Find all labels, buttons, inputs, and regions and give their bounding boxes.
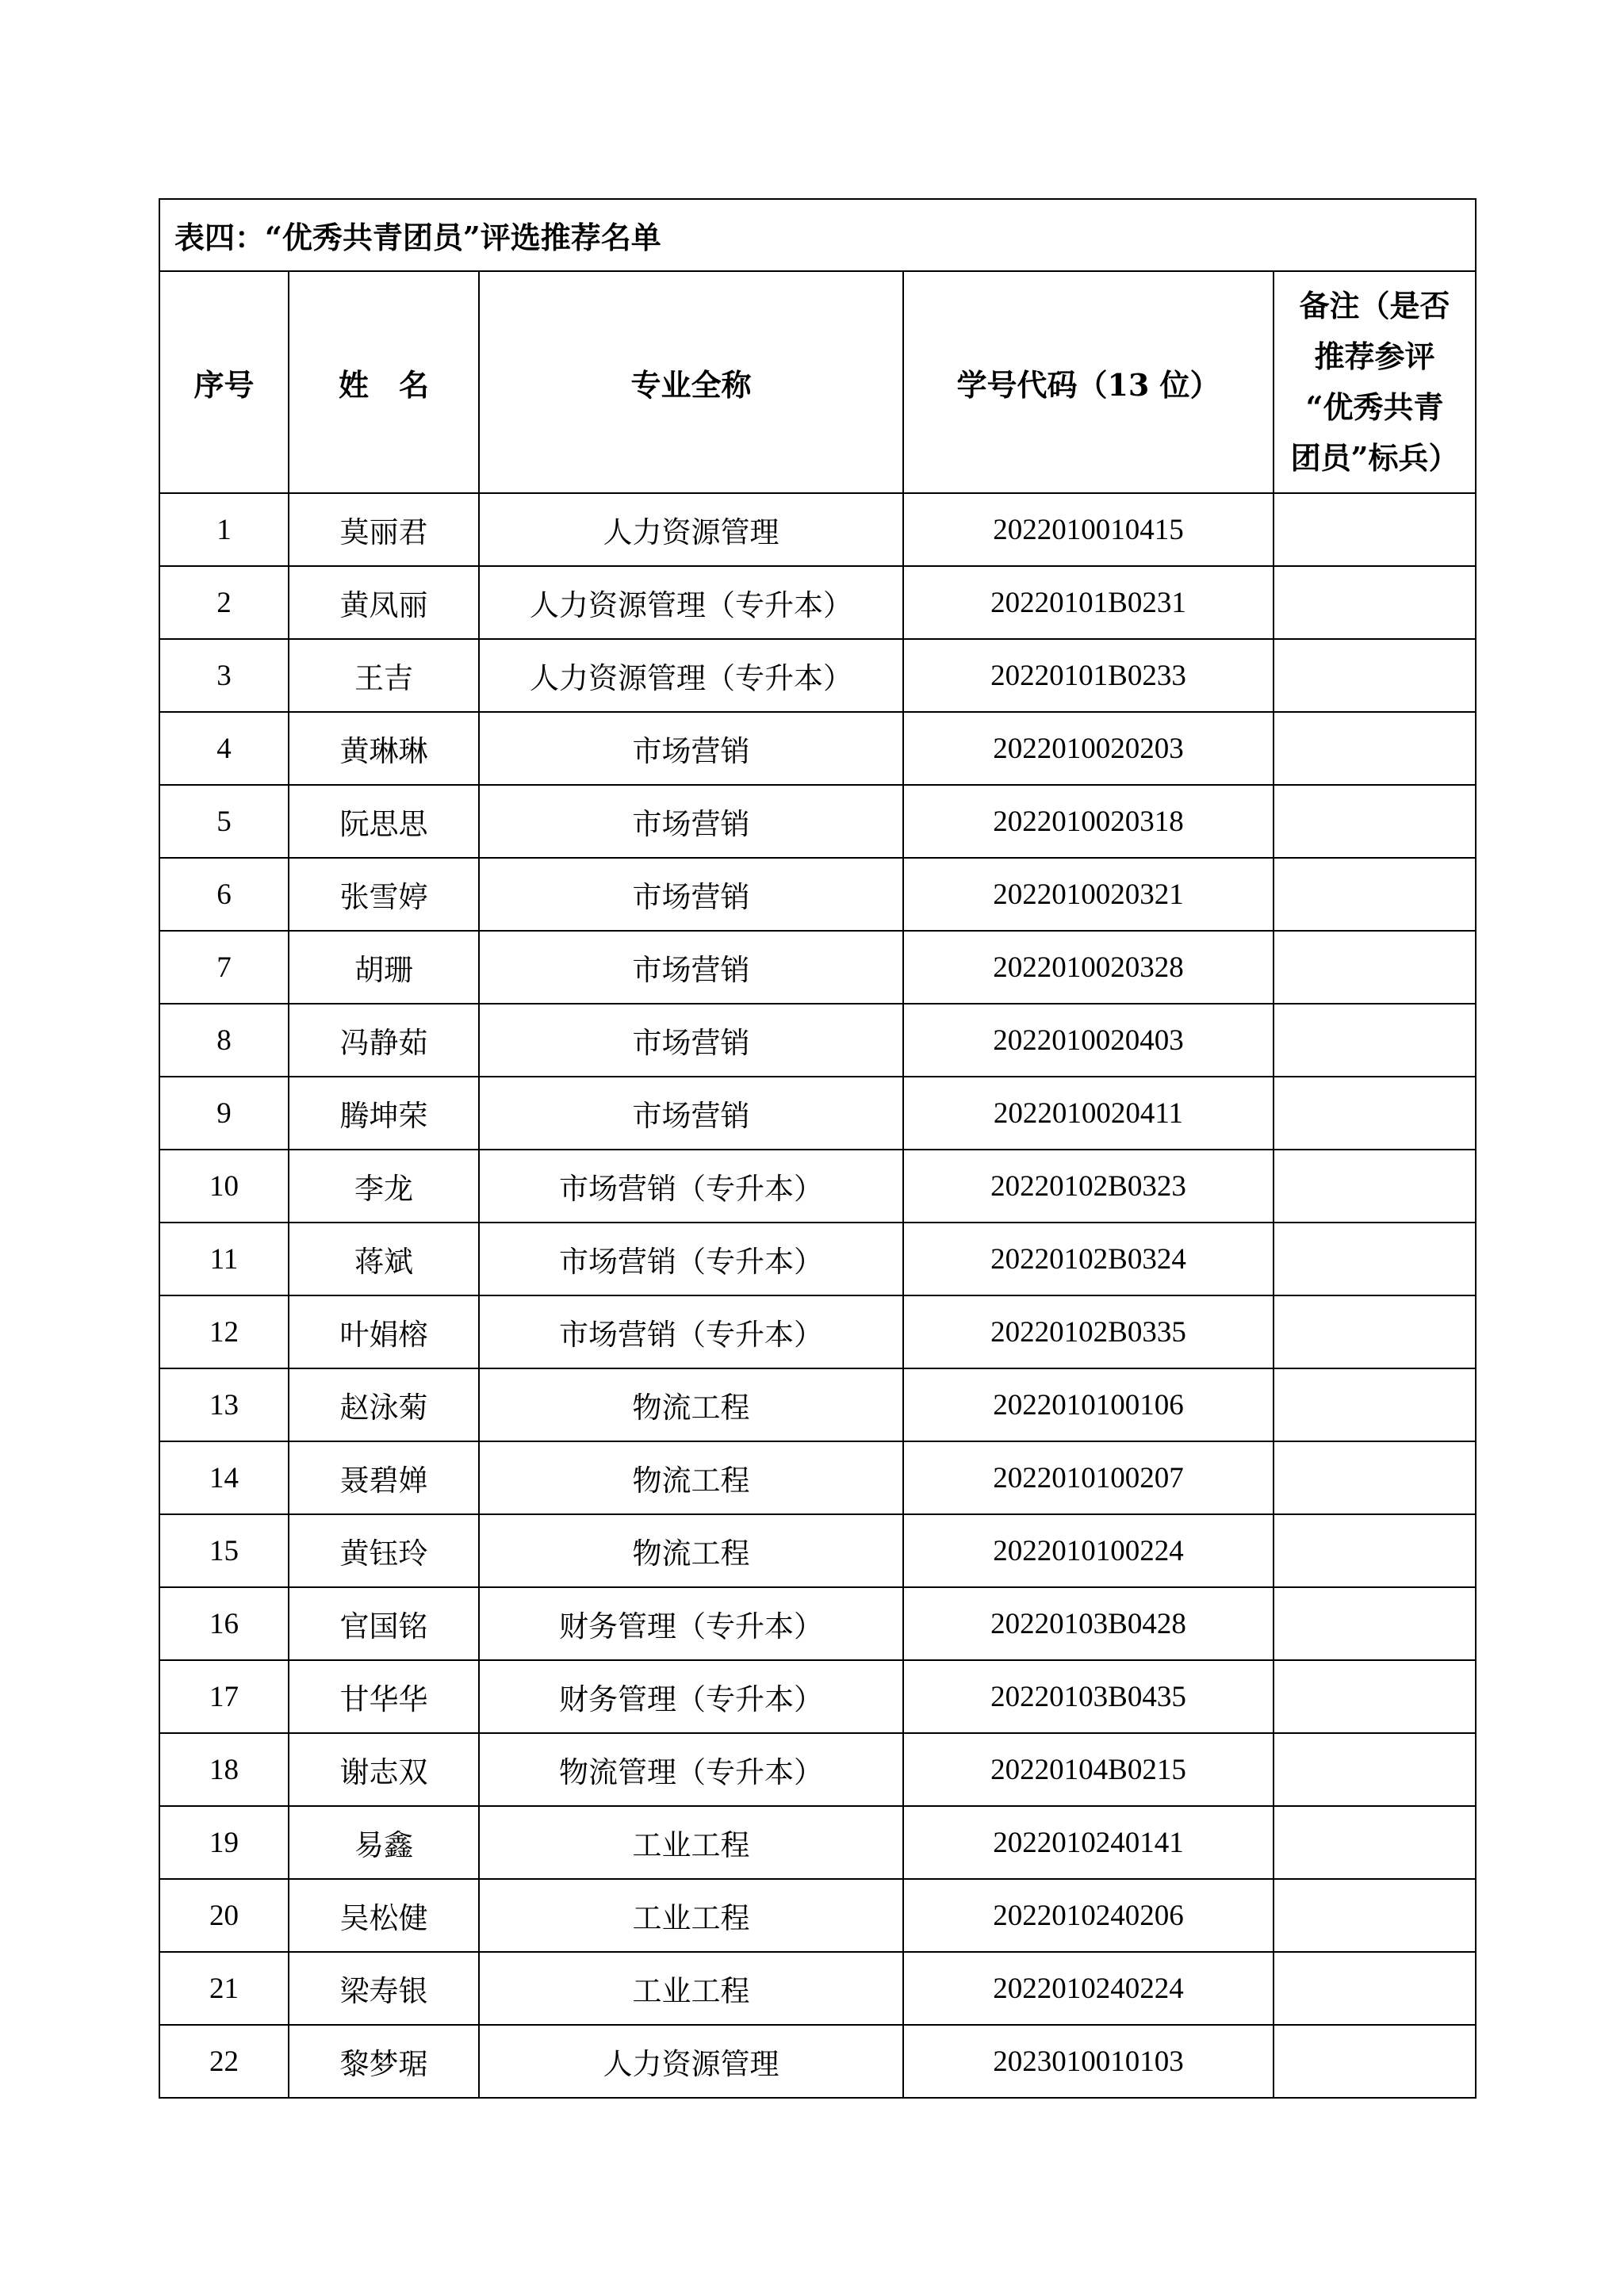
note-cell — [1274, 931, 1476, 1004]
student-code-cell: 2022010240141 — [903, 1806, 1274, 1879]
table-row — [159, 1660, 1476, 1733]
note-cell — [1274, 712, 1476, 785]
student-code-cell: 2022010010415 — [903, 493, 1274, 566]
name-cell: 王吉 — [289, 639, 479, 712]
student-code-cell: 2023010010103 — [903, 2025, 1274, 2098]
table-row — [159, 566, 1476, 639]
table-row — [159, 1441, 1476, 1514]
seq-cell: 18 — [159, 1733, 289, 1806]
major-cell: 市场营销 — [479, 1077, 903, 1150]
seq-cell: 21 — [159, 1952, 289, 2025]
major-cell: 市场营销 — [479, 931, 903, 1004]
table-row — [159, 1733, 1476, 1806]
name-cell: 吴松健 — [289, 1879, 479, 1952]
note-cell — [1274, 1368, 1476, 1441]
note-cell — [1274, 1587, 1476, 1660]
note-cell — [1274, 1077, 1476, 1150]
student-code-cell: 20220104B0215 — [903, 1733, 1274, 1806]
name-cell: 易鑫 — [289, 1806, 479, 1879]
table-row — [159, 858, 1476, 931]
seq-cell: 2 — [159, 566, 289, 639]
table-row — [159, 785, 1476, 858]
seq-cell: 20 — [159, 1879, 289, 1952]
table-title-row — [159, 199, 1476, 271]
note-cell — [1274, 1806, 1476, 1879]
table-row — [159, 1223, 1476, 1295]
major-cell: 人力资源管理（专升本） — [479, 566, 903, 639]
note-cell — [1274, 566, 1476, 639]
table-row — [159, 2025, 1476, 2098]
header-name: 姓 名 — [289, 271, 479, 493]
name-cell: 阮思思 — [289, 785, 479, 858]
name-cell: 黎梦琚 — [289, 2025, 479, 2098]
name-cell: 叶娟榕 — [289, 1295, 479, 1368]
seq-cell: 3 — [159, 639, 289, 712]
seq-cell: 8 — [159, 1004, 289, 1077]
note-cell — [1274, 1441, 1476, 1514]
note-cell — [1274, 1514, 1476, 1587]
student-code-cell: 20220101B0233 — [903, 639, 1274, 712]
note-cell — [1274, 1150, 1476, 1223]
recommendation-sheet — [159, 198, 1475, 2099]
table-row — [159, 1587, 1476, 1660]
table-row — [159, 639, 1476, 712]
table-row — [159, 1514, 1476, 1587]
major-cell: 物流工程 — [479, 1441, 903, 1514]
table-row — [159, 1806, 1476, 1879]
table-row — [159, 1368, 1476, 1441]
seq-cell: 16 — [159, 1587, 289, 1660]
seq-cell: 13 — [159, 1368, 289, 1441]
recommendation-table — [159, 198, 1477, 2099]
major-cell: 人力资源管理 — [479, 2025, 903, 2098]
name-cell: 黄凤丽 — [289, 566, 479, 639]
seq-cell: 22 — [159, 2025, 289, 2098]
note-cell — [1274, 1295, 1476, 1368]
student-code-cell: 20220101B0231 — [903, 566, 1274, 639]
student-code-cell: 2022010240206 — [903, 1879, 1274, 1952]
major-cell: 工业工程 — [479, 1952, 903, 2025]
name-cell: 莫丽君 — [289, 493, 479, 566]
note-cell — [1274, 785, 1476, 858]
major-cell: 市场营销 — [479, 712, 903, 785]
header-note — [1274, 271, 1476, 493]
header-major: 专业全称 — [479, 271, 903, 493]
seq-cell: 17 — [159, 1660, 289, 1733]
student-code-cell: 2022010020411 — [903, 1077, 1274, 1150]
note-cell — [1274, 858, 1476, 931]
name-cell: 张雪婷 — [289, 858, 479, 931]
major-cell: 物流工程 — [479, 1368, 903, 1441]
note-cell — [1274, 1952, 1476, 2025]
student-code-cell: 20220103B0428 — [903, 1587, 1274, 1660]
student-code-cell: 2022010020403 — [903, 1004, 1274, 1077]
seq-cell: 6 — [159, 858, 289, 931]
name-cell: 蒋斌 — [289, 1223, 479, 1295]
note-cell — [1274, 1660, 1476, 1733]
seq-cell: 19 — [159, 1806, 289, 1879]
name-cell: 谢志双 — [289, 1733, 479, 1806]
note-cell — [1274, 1223, 1476, 1295]
note-cell — [1274, 1733, 1476, 1806]
student-code-cell: 2022010100106 — [903, 1368, 1274, 1441]
table-row — [159, 1879, 1476, 1952]
name-cell: 腾坤荣 — [289, 1077, 479, 1150]
major-cell: 市场营销 — [479, 858, 903, 931]
major-cell: 物流管理（专升本） — [479, 1733, 903, 1806]
seq-cell: 4 — [159, 712, 289, 785]
note-cell — [1274, 1879, 1476, 1952]
table-row — [159, 493, 1476, 566]
major-cell: 工业工程 — [479, 1806, 903, 1879]
major-cell: 物流工程 — [479, 1514, 903, 1587]
table-row — [159, 712, 1476, 785]
student-code-cell: 2022010020203 — [903, 712, 1274, 785]
name-cell: 梁寿银 — [289, 1952, 479, 2025]
name-cell: 官国铭 — [289, 1587, 479, 1660]
table-row — [159, 1004, 1476, 1077]
header-note-line: 团员”标兵） — [1290, 440, 1459, 476]
table-row — [159, 1952, 1476, 2025]
header-note-line: 推荐参评 — [1314, 339, 1435, 374]
name-cell: 胡珊 — [289, 931, 479, 1004]
student-code-cell: 2022010020328 — [903, 931, 1274, 1004]
major-cell: 市场营销（专升本） — [479, 1150, 903, 1223]
table-row — [159, 1295, 1476, 1368]
major-cell: 人力资源管理（专升本） — [479, 639, 903, 712]
seq-cell: 14 — [159, 1441, 289, 1514]
student-code-cell: 20220102B0324 — [903, 1223, 1274, 1295]
seq-cell: 7 — [159, 931, 289, 1004]
student-code-cell: 20220102B0323 — [903, 1150, 1274, 1223]
table-body — [159, 493, 1476, 2098]
student-code-cell: 2022010020321 — [903, 858, 1274, 931]
header-code: 学号代码（13 位） — [903, 271, 1274, 493]
major-cell: 工业工程 — [479, 1879, 903, 1952]
note-cell — [1274, 493, 1476, 566]
name-cell: 黄琳琳 — [289, 712, 479, 785]
major-cell: 人力资源管理 — [479, 493, 903, 566]
student-code-cell: 20220102B0335 — [903, 1295, 1274, 1368]
student-code-cell: 2022010240224 — [903, 1952, 1274, 2025]
note-cell — [1274, 1004, 1476, 1077]
seq-cell: 15 — [159, 1514, 289, 1587]
name-cell: 聂碧婵 — [289, 1441, 479, 1514]
seq-cell: 1 — [159, 493, 289, 566]
major-cell: 财务管理（专升本） — [479, 1587, 903, 1660]
seq-cell: 5 — [159, 785, 289, 858]
seq-cell: 9 — [159, 1077, 289, 1150]
student-code-cell: 2022010020318 — [903, 785, 1274, 858]
seq-cell: 10 — [159, 1150, 289, 1223]
major-cell: 市场营销（专升本） — [479, 1295, 903, 1368]
student-code-cell: 20220103B0435 — [903, 1660, 1274, 1733]
table-row — [159, 931, 1476, 1004]
name-cell: 黄钰玲 — [289, 1514, 479, 1587]
table-title: 表四：“优秀共青团员”评选推荐名单 — [159, 199, 1476, 271]
name-cell: 冯静茹 — [289, 1004, 479, 1077]
header-seq: 序号 — [159, 271, 289, 493]
student-code-cell: 2022010100224 — [903, 1514, 1274, 1587]
major-cell: 市场营销 — [479, 785, 903, 858]
major-cell: 市场营销 — [479, 1004, 903, 1077]
note-cell — [1274, 639, 1476, 712]
header-note-line: 备注（是否 — [1299, 288, 1450, 323]
table-row — [159, 1077, 1476, 1150]
note-cell — [1274, 2025, 1476, 2098]
student-code-cell: 2022010100207 — [903, 1441, 1274, 1514]
table-header-row — [159, 271, 1476, 493]
table-row — [159, 1150, 1476, 1223]
name-cell: 李龙 — [289, 1150, 479, 1223]
major-cell: 市场营销（专升本） — [479, 1223, 903, 1295]
seq-cell: 11 — [159, 1223, 289, 1295]
name-cell: 赵泳菊 — [289, 1368, 479, 1441]
major-cell: 财务管理（专升本） — [479, 1660, 903, 1733]
name-cell: 甘华华 — [289, 1660, 479, 1733]
seq-cell: 12 — [159, 1295, 289, 1368]
header-note-line: “优秀共青 — [1305, 389, 1444, 425]
